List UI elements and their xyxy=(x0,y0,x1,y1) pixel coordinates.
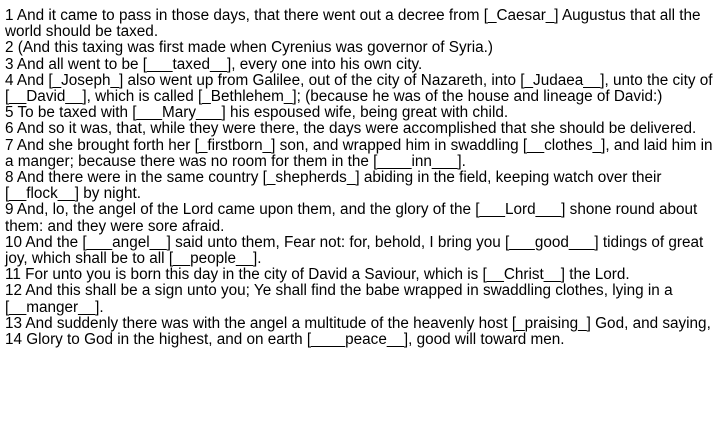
verse-4: 4 And [_Joseph_] also went up from Galilee, out of the city of Nazareth, into [_Judaea__], unto the city of [__David__], which is called [_Bethlehem_]; (because he was of the house and lineage of David:) xyxy=(5,71,713,106)
verse-8: 8 And there were in the same country [_shepherds_] abiding in the field, keeping watch over their [__flock__] by night. xyxy=(5,169,662,203)
verse-3: 3 And all went to be [___taxed__], every one into his own city. xyxy=(5,55,423,73)
verse-7: 7 And she brought forth her [_firstborn_] son, and wrapped him in swaddling [__clothes_], and laid him in a manger; because there was no room for them in the [____inn___]. xyxy=(5,136,713,170)
verse-10: 10 And the [___angel__] said unto them, Fear not: for, behold, I bring you [___good___] tidings of great joy, which shall be to all [__people__]. xyxy=(5,233,704,268)
verse-9: 9 And, lo, the angel of the Lord came upon them, and the glory of the [___Lord___] shone round about them: and they were sore afraid. xyxy=(5,201,698,235)
verse-5: 5 To be taxed with [___Mary___] his espoused wife, being great with child. xyxy=(5,104,509,122)
verse-14: 14 Glory to God in the highest, and on earth [____peace__], good will toward men. xyxy=(5,331,565,349)
verse-2: 2 (And this taxing was first made when Cyrenius was governor of Syria.) xyxy=(5,39,494,57)
verse-11: 11 For unto you is born this day in the city of David a Saviour, which is [__Christ__] the Lord. xyxy=(5,266,630,284)
verse-1: 1 And it came to pass in those days, that there went out a decree from [_Caesar_] Augustus that all the world should be taxed. xyxy=(5,7,701,41)
verse-6: 6 And so it was, that, while they were there, the days were accomplished that she should be delivered. xyxy=(5,120,697,138)
verse-13: 13 And suddenly there was with the angel a multitude of the heavenly host [_praising_] God, and saying, xyxy=(5,314,711,332)
verse-12: 12 And this shall be a sign unto you; Ye shall find the babe wrapped in swaddling clothes, lying in a [__manger__]. xyxy=(5,282,673,316)
